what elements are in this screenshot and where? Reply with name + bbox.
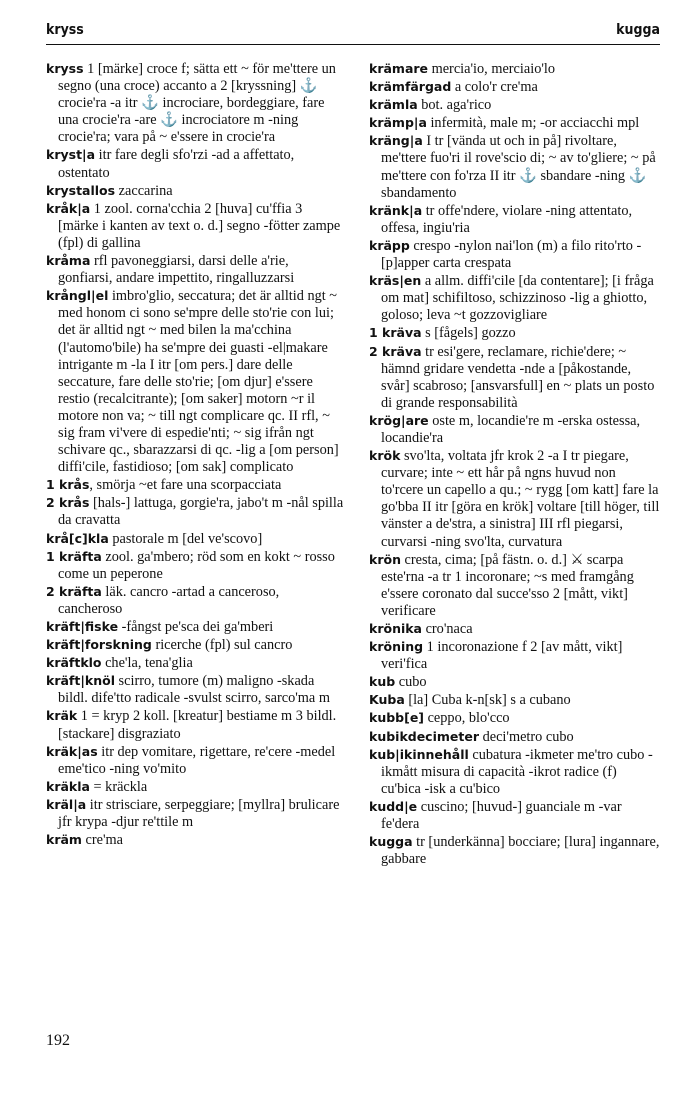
dictionary-entry xyxy=(46,200,346,252)
dictionary-entry xyxy=(369,114,660,132)
entry-headword: kräftklo xyxy=(46,655,102,671)
dictionary-entry xyxy=(369,728,660,746)
entry-headword: krå[c]kla xyxy=(46,530,109,546)
entry-definition: 1 zool. corna'cchia 2 [huva] cu'ffia 3 [märke i kanten av text o. d.] segno -fötter zampe (fpl) di gallina xyxy=(58,200,341,251)
dictionary-entry xyxy=(369,202,660,237)
entry-headword: kräft|forskning xyxy=(46,637,152,653)
entry-definition: cubatura -ikmeter me'tro cubo -ikmått misura di capacità -ikrot radice (f) cu'bica -isk a cu'bico xyxy=(381,746,653,797)
entry-definition: 1 = kryp 2 koll. [kreatur] bestiame m 3 bildl. [stackare] disgraziato xyxy=(58,708,337,742)
entry-definition: tr [underkänna] bocciare; [lura] ingannare, gabbare xyxy=(381,834,660,868)
entry-definition: oste m, locandie're m -erska ostessa, locandie'ra xyxy=(381,412,641,446)
dictionary-entry xyxy=(369,96,660,114)
entry-definition: crespo -nylon nai'lon (m) a filo rito'rto -[p]apper carta crespata xyxy=(381,237,642,272)
dictionary-entry xyxy=(46,636,346,654)
dictionary-entry xyxy=(46,743,346,778)
entry-headword: 2 kräva xyxy=(369,343,422,359)
entry-headword: kröning xyxy=(369,639,424,655)
entry-headword: 2 kräfta xyxy=(46,583,102,599)
entry-headword: krön xyxy=(369,551,401,567)
entry-headword: kråma xyxy=(46,253,91,269)
entry-definition: infermità, male m; -or acciacchi mpl xyxy=(426,115,640,132)
entry-definition: a allm. diffi'cile [da contentare]; [i fråga om mat] schifiltoso, schizzinoso -lig a ghiotto, goloso; leva ~t gozzovigliare xyxy=(381,273,654,324)
dictionary-entry xyxy=(369,833,660,868)
dictionary-entry xyxy=(369,691,660,709)
dictionary-entry xyxy=(369,620,660,638)
entry-headword: kugga xyxy=(369,834,413,850)
entry-definition: [la] Cuba k-n[sk] s a cubano xyxy=(404,692,571,709)
entry-definition: a colo'r cre'ma xyxy=(451,79,538,96)
dictionary-entry xyxy=(46,182,346,200)
entry-definition: pastorale m [del ve'scovo] xyxy=(108,530,263,547)
entry-definition: tr offe'ndere, violare -ning attentato, offesa, ingiu'ria xyxy=(381,202,633,236)
left-column xyxy=(46,60,346,849)
entry-definition: bot. aga'rico xyxy=(417,97,492,114)
dictionary-entry xyxy=(46,494,346,529)
entry-definition: mercia'io, merciaio'lo xyxy=(428,61,556,77)
entry-definition: I tr [vända ut och in på] rivoltare, me'ttere fuo'ri il rove'scio di; ~ av to'gliere; ~ på me'ttere con fo'rza II itr ⚓ sbandare -ning ⚓ sbandamento xyxy=(381,133,656,201)
entry-definition: itr fare degli sfo'rzi -ad a affettato, ostentato xyxy=(58,147,295,181)
entry-headword: 1 kräva xyxy=(369,325,422,341)
entry-headword: kräk xyxy=(46,708,78,724)
entry-definition: itr dep vomitare, rigettare, re'cere -medel eme'tico -ning vo'mito xyxy=(58,743,336,777)
entry-definition: deci'metro cubo xyxy=(479,728,574,745)
dictionary-entry xyxy=(369,324,660,342)
dictionary-entry xyxy=(369,673,660,691)
entry-headword: kubb[e] xyxy=(369,710,425,726)
entry-headword: kudd|e xyxy=(369,798,418,814)
dictionary-entry xyxy=(46,252,346,287)
dictionary-entry xyxy=(46,583,346,618)
entry-headword: krök xyxy=(369,448,401,464)
dictionary-entry xyxy=(369,798,660,833)
dictionary-entry xyxy=(46,60,346,146)
entry-definition: s [fågels] gozzo xyxy=(421,325,516,342)
dictionary-entry xyxy=(369,638,660,673)
entry-definition: scirro, tumore (m) maligno -skada bildl. dife'tto radicale -svulst scirro, sarco'ma m xyxy=(58,673,330,707)
entry-headword: kräk|as xyxy=(46,743,98,759)
entry-definition: imbro'glio, seccatura; det är alltid ngt ~ med honom ci sono se'mpre delle sto'rie con lui; det är alltid ngt ~ med bilen la ma'cchina (l'automo'bile) ha se'mpre dei guasti -el|makare intrigante m -la I itr [om pers.] dare delle seccature, fare delle sto'rie; [om djur] e'ssere restio (recalcitrante); [om saker] motorn ~r il motore non va; ~ till ngt complicare qc. II rfl, ~ sig fram vi'vere di espedie'nti; ~ sig ifrån ngt schivare qc., sbarazzarsi di qc. -lig a [om person] diffi'cile, fastidioso; [om sak] complicato xyxy=(58,288,339,476)
dictionary-entry xyxy=(369,746,660,798)
running-header xyxy=(46,20,660,42)
entry-definition: ricerche (fpl) sul cancro xyxy=(151,637,293,654)
entry-headword: krystallos xyxy=(46,182,116,198)
entry-headword: kränk|a xyxy=(369,202,423,218)
dictionary-entry xyxy=(46,548,346,583)
dictionary-entry xyxy=(46,146,346,181)
header-last-headword: kugga xyxy=(616,22,660,38)
entry-headword: krämare xyxy=(369,61,429,76)
entry-definition: 1 incoronazione f 2 [av mått, vikt] veri'fica xyxy=(381,639,623,673)
entry-headword: kräm xyxy=(46,832,82,848)
dictionary-entry xyxy=(369,412,660,447)
entry-headword: krångl|el xyxy=(46,288,109,304)
entry-headword: 1 kräfta xyxy=(46,548,102,564)
entry-headword: kubikdecimeter xyxy=(369,728,479,744)
entry-headword: kräft|fiske xyxy=(46,619,119,634)
entry-definition: = kräckla xyxy=(89,778,148,795)
entry-definition: tr esi'gere, reclamare, richie'dere; ~ hämnd gridare vendetta -nde a [påkostande, svår] scabroso; [ansvarsfull] en ~ plats un posto di grande responsabilità xyxy=(381,343,655,411)
entry-definition: cro'naca xyxy=(422,621,473,637)
dictionary-entry xyxy=(46,530,346,548)
header-first-headword: kryss xyxy=(46,22,84,38)
entry-definition: 1 [märke] croce f; sätta ett ~ för me'ttere un segno (una croce) accanto a 2 [kryssning] ⚓ crocie'ra -a itr ⚓ incrociare, bordeggiare, fare una crocie'ra -are ⚓ incrociatore m -ning crocie'ra; vara på ~ e'ssere in crocie'ra xyxy=(58,61,336,146)
entry-headword: krämfärgad xyxy=(369,79,452,95)
dictionary-entry xyxy=(46,707,346,742)
entry-headword: krög|are xyxy=(369,412,429,428)
dictionary-entry xyxy=(369,709,660,727)
entry-definition: cuscino; [huvud-] guanciale m -var fe'dera xyxy=(381,798,622,833)
entry-headword: kryst|a xyxy=(46,147,96,163)
entry-headword: kräpp xyxy=(369,237,410,253)
dictionary-entry xyxy=(369,272,660,324)
entry-headword: kräng|a xyxy=(369,133,423,149)
right-column xyxy=(369,60,660,868)
entry-definition: zaccarina xyxy=(115,182,173,199)
entry-headword: krämp|a xyxy=(369,115,427,131)
dictionary-entry xyxy=(369,551,660,620)
entry-headword: kryss xyxy=(46,61,84,76)
dictionary-entry xyxy=(46,672,346,707)
entry-headword: kräl|a xyxy=(46,796,87,812)
dictionary-entry xyxy=(46,476,346,494)
entry-definition: svo'lta, voltata jfr krok 2 -a I tr piegare, curvare; inte ~ ett hår på ngns huvud non to'rcere un capello a qu.; ~ rygg [om katt] fare la go'bba II itr [göra en krök] voltare [till höger, till vänster a de'stra, a sinistra] III rfl piegarsi, curvarsi -ning svo'lta, curvatura xyxy=(381,448,660,550)
entry-headword: kub|ikinnehåll xyxy=(369,746,469,762)
entry-headword: kub xyxy=(369,674,396,690)
entry-headword: kräs|en xyxy=(369,273,422,289)
entry-definition: , smörja ~et fare una scorpacciata xyxy=(89,477,282,494)
dictionary-entry xyxy=(46,618,346,636)
entry-definition: -fångst pe'sca dei ga'mberi xyxy=(118,619,274,635)
dictionary-entry xyxy=(369,60,660,78)
entry-headword: Kuba xyxy=(369,692,405,708)
entry-headword: krämla xyxy=(369,97,418,113)
dictionary-entry xyxy=(46,796,346,831)
entry-headword: kråk|a xyxy=(46,200,91,216)
entry-definition: cubo xyxy=(395,674,427,691)
entry-definition: läk. cancro -artad a canceroso, cancheroso xyxy=(58,583,280,617)
entry-headword: kräft|knöl xyxy=(46,673,115,689)
entry-definition: ceppo, blo'cco xyxy=(424,710,510,727)
entry-headword: krönika xyxy=(369,621,422,636)
dictionary-entry xyxy=(369,447,660,551)
entry-headword: kräkla xyxy=(46,778,90,794)
dictionary-entry xyxy=(369,78,660,96)
dictionary-entry xyxy=(46,287,346,476)
entry-definition: zool. ga'mbero; röd som en kokt ~ rosso come un peperone xyxy=(58,548,335,582)
entry-definition: cresta, cima; [på fästn. o. d.] ⚔ scarpa este'rna -a tr 1 incoronare; ~s med framgång e'ssere coronato dal succe'sso 2 [mått, vikt] verificare xyxy=(381,551,634,619)
dictionary-entry xyxy=(46,831,346,849)
entry-definition: cre'ma xyxy=(81,832,124,849)
entry-definition: itr strisciare, serpeggiare; [myllra] brulicare jfr krypa -djur re'ttile m xyxy=(58,796,340,831)
dictionary-entry xyxy=(369,343,660,412)
header-rule xyxy=(46,44,660,45)
dictionary-entry xyxy=(369,237,660,272)
entry-definition: che'la, tena'glia xyxy=(101,655,193,672)
entry-headword: 1 krås xyxy=(46,477,90,493)
dictionary-entry xyxy=(46,654,346,672)
dictionary-entry xyxy=(46,778,346,796)
dictionary-entry xyxy=(369,132,660,201)
entry-definition: rfl pavoneggiarsi, darsi delle a'rie, gonfiarsi, andare impettito, ringalluzzarsi xyxy=(58,253,295,287)
entry-headword: 2 krås xyxy=(46,495,90,511)
page-number: 192 xyxy=(46,1032,70,1049)
entry-definition: [hals-] lattuga, gorgie'ra, jabo't m -nål spilla da cravatta xyxy=(58,495,344,529)
